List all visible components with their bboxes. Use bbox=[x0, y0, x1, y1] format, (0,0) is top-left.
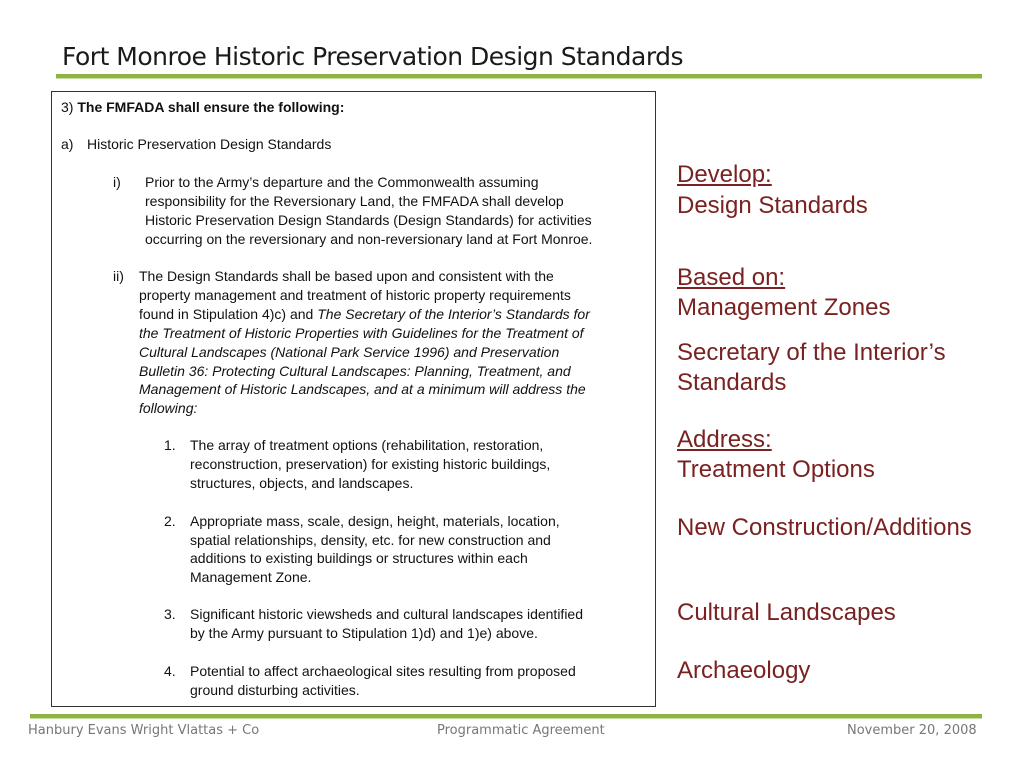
item-ii-plain: found in Stipulation 4)c) and bbox=[139, 306, 318, 322]
based-on-value: Management Zones bbox=[677, 294, 891, 321]
numbered-item-number: 1. bbox=[164, 437, 176, 453]
intro-heading: The FMFADA shall ensure the following: bbox=[77, 99, 345, 115]
develop-value: Design Standards bbox=[677, 192, 868, 219]
numbered-item-line: Management Zone. bbox=[190, 569, 312, 585]
item-i-line: responsibility for the Reversionary Land, the FMFADA shall develop bbox=[145, 193, 564, 209]
item-ii-line: The Design Standards shall be based upon and consistent with the bbox=[139, 268, 554, 284]
numbered-item-line: additions to existing buildings or structures within each bbox=[190, 550, 528, 566]
item-ii-italic-line: Cultural Landscapes (National Park Service 1996) and Preservation bbox=[139, 344, 560, 360]
item-ii-line: property management and treatment of historic property requirements bbox=[139, 287, 571, 303]
slide-title: Fort Monroe Historic Preservation Design Standards bbox=[62, 42, 684, 71]
numbered-item-line: Appropriate mass, scale, design, height, materials, location, bbox=[190, 513, 560, 529]
numbered-item-line: Significant historic viewsheds and cultural landscapes identified bbox=[190, 606, 583, 622]
numbered-item-line: reconstruction, preservation) for existing historic buildings, bbox=[190, 456, 551, 472]
item-ii-italic-line: following: bbox=[139, 400, 198, 416]
item-ii-italic-line: Bulletin 36: Protecting Cultural Landscapes: Planning, Treatment, and bbox=[139, 363, 571, 379]
archaeology-text: Archaeology bbox=[677, 657, 811, 684]
new-construction-text: New Construction/Additions bbox=[677, 514, 972, 541]
numbered-item-number: 2. bbox=[164, 513, 176, 529]
numbered-item-line: Potential to affect archaeological sites resulting from proposed bbox=[190, 663, 576, 679]
numbered-item-line: The array of treatment options (rehabilitation, restoration, bbox=[190, 437, 544, 453]
item-ii-line bbox=[139, 305, 590, 324]
secretary-standards-line: Secretary of the Interior’s bbox=[677, 339, 946, 366]
footer-center: Programmatic Agreement bbox=[437, 723, 605, 738]
item-i-line: Historic Preservation Design Standards (Design Standards) for activities bbox=[145, 212, 592, 228]
footer-left: Hanbury Evans Wright Vlattas + Co bbox=[28, 723, 260, 738]
item-i-line: occurring on the reversionary and non-reversionary land at Fort Monroe. bbox=[145, 231, 593, 247]
item-i-line: Prior to the Army’s departure and the Commonwealth assuming bbox=[145, 174, 539, 190]
numbered-item-line: by the Army pursuant to Stipulation 1)d) and 1)e) above. bbox=[190, 625, 538, 641]
item-a-text: Historic Preservation Design Standards bbox=[87, 136, 332, 152]
footer-right: November 20, 2008 bbox=[847, 723, 977, 738]
item-a bbox=[61, 135, 73, 154]
title-rule bbox=[56, 74, 982, 79]
numbered-item-number: 3. bbox=[164, 606, 176, 622]
item-ii-italic-line: the Treatment of Historic Properties with Guidelines for the Treatment of bbox=[139, 325, 584, 341]
intro-line bbox=[61, 98, 344, 117]
based-on-label: Based on: bbox=[677, 264, 786, 291]
numbered-item-line: spatial relationships, density, etc. for new construction and bbox=[190, 532, 551, 548]
item-i-label: i) bbox=[113, 174, 121, 190]
numbered-item-line: ground disturbing activities. bbox=[190, 682, 360, 698]
address-value: Treatment Options bbox=[677, 456, 875, 483]
item-ii-italic-line: Management of Historic Landscapes, and at a minimum will address the bbox=[139, 381, 586, 397]
footer-rule bbox=[30, 714, 982, 719]
item-ii-italic: The Secretary of the Interior’s Standards for bbox=[317, 306, 590, 322]
secretary-standards-line: Standards bbox=[677, 369, 787, 396]
item-a-label: a) bbox=[61, 136, 74, 152]
numbered-item-line: structures, objects, and landscapes. bbox=[190, 475, 414, 491]
numbered-item-number: 4. bbox=[164, 663, 176, 679]
develop-label: Develop: bbox=[677, 161, 772, 188]
item-ii-label: ii) bbox=[113, 268, 124, 284]
address-label: Address: bbox=[677, 426, 772, 453]
cultural-landscapes-text: Cultural Landscapes bbox=[677, 599, 896, 626]
intro-number: 3) bbox=[61, 99, 74, 115]
